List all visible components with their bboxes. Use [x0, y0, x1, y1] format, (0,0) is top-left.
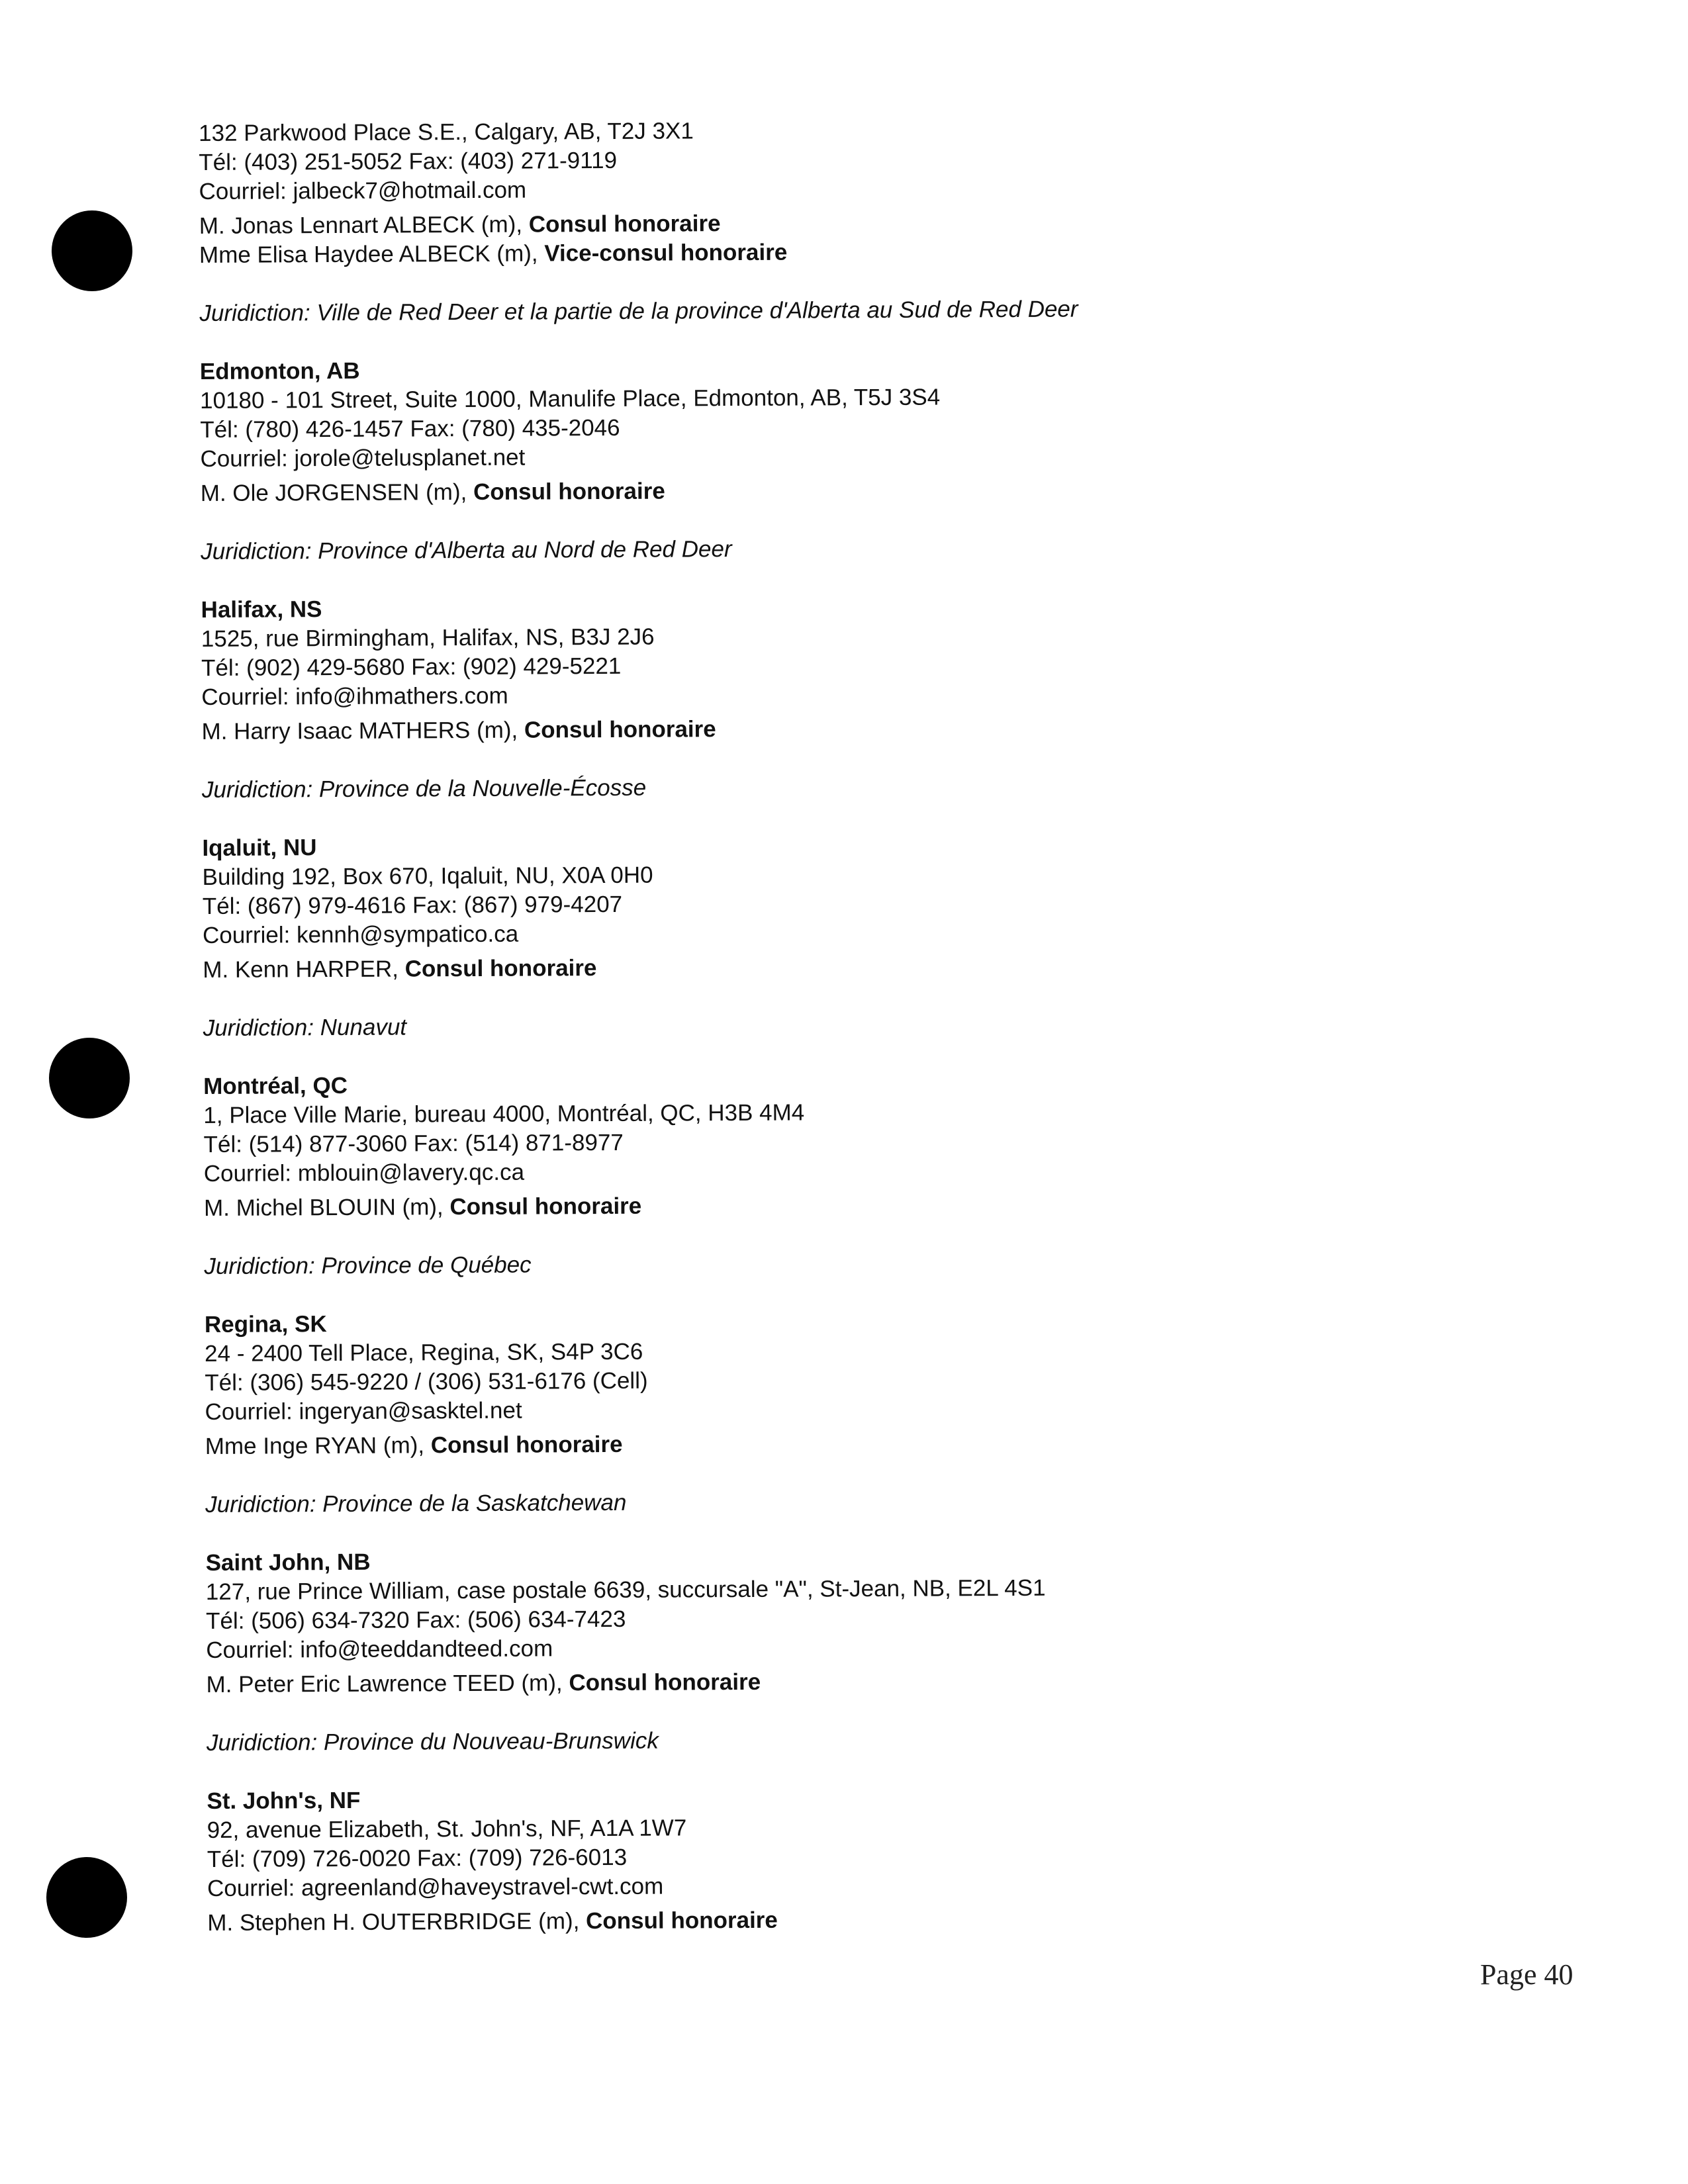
consul-person — [201, 473, 1392, 508]
person-name: Mme Inge RYAN (m), — [205, 1432, 431, 1459]
calgary-entry-continued — [199, 113, 1391, 328]
jurisdiction: Juridiction: Nunavut — [203, 1014, 407, 1041]
email: Courriel: jalbeck7@hotmail.com — [199, 177, 527, 205]
city-heading: Edmonton, AB — [199, 357, 360, 385]
consul-person — [199, 235, 1391, 270]
phone-fax: Tél: (709) 726-0020 Fax: (709) 726-6013 — [207, 1844, 628, 1872]
city-heading: Saint John, NB — [205, 1549, 371, 1576]
jurisdiction: Juridiction: Province de Québec — [204, 1251, 532, 1279]
address: 24 - 2400 Tell Place, Regina, SK, S4P 3C6 — [205, 1338, 643, 1367]
consul-person — [205, 1426, 1397, 1461]
address: 92, avenue Elizabeth, St. John's, NF, A1A 1W7 — [207, 1815, 687, 1843]
consulate-entry-st-johns — [207, 1781, 1399, 1938]
address: Building 192, Box 670, Iqaluit, NU, X0A 0H0 — [202, 862, 653, 890]
email: Courriel: ingeryan@sasktel.net — [205, 1397, 522, 1425]
email: Courriel: info@ihmathers.com — [201, 682, 508, 710]
person-name: M. Ole JORGENSEN (m), — [200, 478, 474, 506]
city-heading: Iqaluit, NU — [202, 835, 317, 861]
city-heading: Regina, SK — [204, 1311, 327, 1338]
consulate-entry-iqaluit — [202, 828, 1395, 1043]
person-name: M. Peter Eric Lawrence TEED (m), — [206, 1670, 569, 1698]
consulate-entry-edmonton — [200, 351, 1393, 567]
jurisdiction: Juridiction: Province de la Saskatchewan — [205, 1489, 627, 1518]
email: Courriel: info@teeddandteed.com — [206, 1635, 553, 1663]
consulate-entry-regina — [205, 1304, 1397, 1520]
person-role: Consul honoraire — [569, 1668, 761, 1696]
email: Courriel: jorole@telusplanet.net — [200, 444, 526, 472]
consul-person — [201, 711, 1393, 747]
person-name: Mme Elisa Haydee ALBECK (m), — [199, 240, 545, 268]
person-role: Consul honoraire — [449, 1193, 642, 1220]
binder-hole-top — [52, 210, 132, 291]
jurisdiction: Juridiction: Province du Nouveau-Brunswick — [206, 1727, 659, 1756]
address: 132 Parkwood Place S.E., Calgary, AB, T2J 3X1 — [199, 118, 694, 146]
consul-person — [204, 1188, 1395, 1223]
consul-person — [206, 1664, 1397, 1700]
jurisdiction: Juridiction: Ville de Red Deer et la partie de la province d'Alberta au Sud de Red Deer — [199, 296, 1078, 326]
consul-person — [207, 1903, 1399, 1938]
person-role: Consul honoraire — [524, 716, 716, 743]
person-role: Consul honoraire — [473, 478, 665, 505]
city-heading: Halifax, NS — [201, 596, 322, 623]
jurisdiction: Juridiction: Province d'Alberta au Nord de Red Deer — [201, 536, 732, 565]
consulate-entry-halifax — [201, 590, 1394, 805]
person-role: Consul honoraire — [430, 1431, 623, 1459]
phone-fax: Tél: (780) 426-1457 Fax: (780) 435-2046 — [200, 414, 620, 443]
consulate-entry-saint-john — [206, 1543, 1399, 1758]
person-role: Consul honoraire — [585, 1907, 778, 1934]
person-role: Consul honoraire — [404, 955, 597, 982]
consul-person — [203, 950, 1394, 985]
phone-fax: Tél: (506) 634-7320 Fax: (506) 634-7423 — [205, 1606, 626, 1634]
address: 1525, rue Birmingham, Halifax, NS, B3J 2J6 — [201, 623, 655, 652]
phone-fax: Tél: (514) 877-3060 Fax: (514) 871-8977 — [203, 1129, 624, 1158]
page-number: Page 40 — [1480, 1958, 1573, 1991]
phone-fax: Tél: (902) 429-5680 Fax: (902) 429-5221 — [201, 653, 622, 681]
phone-fax: Tél: (306) 545-9220 / (306) 531-6176 (Cell) — [205, 1367, 648, 1396]
phone-fax: Tél: (403) 251-5052 Fax: (403) 271-9119 — [199, 147, 618, 175]
consulate-listing — [199, 113, 1399, 1938]
consulate-entry-montreal — [203, 1066, 1396, 1281]
address: 127, rue Prince William, case postale 6639, succursale "A", St-Jean, NB, E2L 4S1 — [205, 1574, 1046, 1605]
binder-hole-middle — [49, 1038, 130, 1118]
email: Courriel: mblouin@lavery.qc.ca — [203, 1159, 525, 1187]
address: 10180 - 101 Street, Suite 1000, Manulife Place, Edmonton, AB, T5J 3S4 — [199, 384, 941, 414]
email: Courriel: kennh@sympatico.ca — [202, 921, 519, 948]
person-role: Vice-consul honoraire — [544, 239, 788, 267]
person-role: Consul honoraire — [528, 210, 721, 238]
person-name: M. Harry Isaac MATHERS (m), — [201, 717, 525, 745]
email: Courriel: agreenland@haveystravel-cwt.com — [207, 1873, 664, 1901]
address: 1, Place Ville Marie, bureau 4000, Montréal, QC, H3B 4M4 — [203, 1099, 805, 1128]
binder-hole-bottom — [46, 1857, 127, 1938]
person-name: M. Jonas Lennart ALBECK (m), — [199, 211, 529, 239]
city-heading: St. John's, NF — [207, 1787, 361, 1814]
person-name: M. Michel BLOUIN (m), — [203, 1194, 450, 1221]
person-name: M. Kenn HARPER, — [203, 956, 405, 983]
phone-fax: Tél: (867) 979-4616 Fax: (867) 979-4207 — [202, 891, 623, 919]
jurisdiction: Juridiction: Province de la Nouvelle-Écosse — [201, 774, 647, 803]
city-heading: Montréal, QC — [203, 1072, 348, 1099]
person-name: M. Stephen H. OUTERBRIDGE (m), — [207, 1908, 586, 1936]
